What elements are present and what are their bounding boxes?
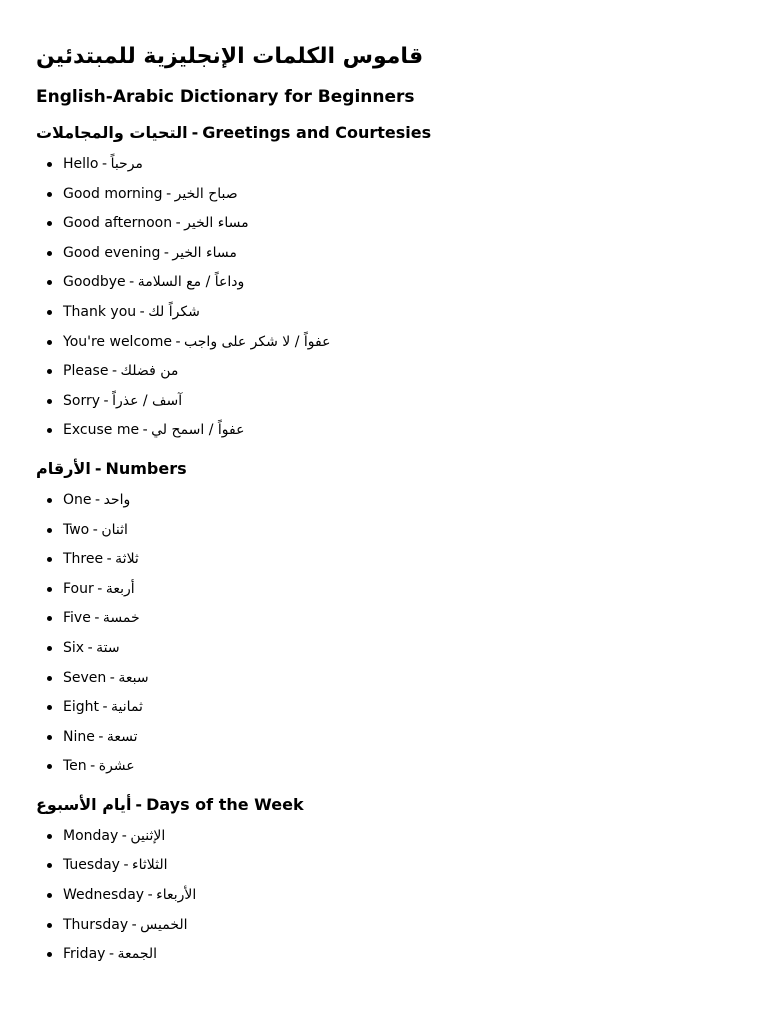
bullet-icon [47, 735, 52, 740]
list-item [63, 822, 732, 852]
word-separator: - [111, 363, 117, 380]
page-title-english: English-Arabic Dictionary for Beginners [36, 87, 415, 107]
page-title-arabic: قاموس الكلمات الإنجليزية للمبتدئين [36, 44, 424, 69]
list-item [63, 180, 732, 210]
word-separator: - [109, 669, 115, 686]
list-item [63, 575, 732, 605]
english-word: Sorry [63, 392, 101, 409]
word-separator: - [166, 185, 172, 202]
bullet-icon [47, 340, 52, 345]
word-separator: - [90, 758, 96, 775]
arabic-translation: الأربعاء [156, 887, 197, 904]
section-heading-arabic: التحيات والمجاملات [36, 123, 188, 142]
bullet-icon [47, 646, 52, 651]
arabic-translation: صباح الخير [174, 185, 238, 202]
list-item [63, 486, 732, 516]
word-separator: - [102, 699, 108, 716]
list-item [63, 634, 732, 664]
bullet-icon [47, 498, 52, 503]
list-item [63, 516, 732, 546]
word-separator: - [103, 392, 109, 409]
word-separator: - [147, 887, 153, 904]
word-separator: - [106, 551, 112, 568]
arabic-translation: ثمانية [111, 699, 143, 716]
bullet-icon [47, 162, 52, 167]
word-separator: - [129, 274, 135, 291]
word-separator: - [121, 827, 127, 844]
bullet-icon [47, 369, 52, 374]
word-separator: - [102, 156, 108, 172]
list-item [63, 940, 732, 970]
list-item [63, 604, 732, 634]
word-list [36, 150, 732, 446]
english-word: Excuse me [63, 422, 140, 439]
english-word: Six [63, 639, 85, 656]
section-heading-arabic: أيام الأسبوع [36, 794, 132, 814]
list-item [63, 545, 732, 575]
bullet-icon [47, 251, 52, 256]
heading-separator: - [191, 123, 199, 142]
english-word: Eight [63, 699, 99, 716]
arabic-translation: عشرة [98, 758, 135, 775]
word-separator: - [98, 728, 104, 745]
english-word: Good afternoon [63, 215, 173, 232]
list-item [63, 357, 732, 387]
english-word: Seven [63, 669, 107, 686]
section-heading [36, 120, 732, 146]
english-word: Ten [63, 758, 87, 775]
list-item [63, 693, 732, 723]
bullet-icon [47, 863, 52, 868]
bullet-icon [47, 952, 52, 957]
english-word: Wednesday [63, 887, 145, 904]
bullet-icon [47, 221, 52, 226]
section-heading [36, 456, 732, 482]
arabic-translation: الثلاثاء [132, 857, 168, 874]
english-word: Five [63, 610, 91, 627]
english-word: Thank you [63, 303, 137, 320]
bullet-icon [47, 557, 52, 562]
arabic-translation: آسف / عذراً [112, 392, 183, 409]
bullet-icon [47, 310, 52, 315]
word-separator: - [108, 946, 114, 963]
section-heading-english: Numbers [105, 458, 187, 478]
english-word: Tuesday [63, 857, 120, 874]
bullet-icon [47, 528, 52, 533]
bullet-icon [47, 893, 52, 898]
list-item [63, 851, 732, 881]
english-word: Nine [63, 728, 95, 745]
arabic-translation: من فضلك [120, 363, 179, 380]
section-1 [36, 456, 732, 782]
sections-container [36, 120, 732, 970]
word-separator: - [97, 580, 103, 597]
bullet-icon [47, 428, 52, 433]
english-word: One [63, 491, 92, 508]
english-word: Monday [63, 827, 119, 844]
list-item [63, 150, 732, 180]
word-separator: - [175, 215, 181, 232]
list-item [63, 328, 732, 358]
list-item [63, 416, 732, 446]
word-list [36, 822, 732, 970]
english-word: You're welcome [63, 333, 172, 350]
arabic-translation: ستة [96, 639, 120, 656]
section-heading-english: Greetings and Courtesies [202, 123, 432, 142]
english-word: Two [63, 521, 90, 538]
arabic-translation: ثلاثة [115, 551, 139, 568]
word-separator: - [163, 244, 169, 261]
list-item [63, 723, 732, 753]
english-word: Good evening [63, 244, 161, 261]
list-item [63, 298, 732, 328]
arabic-translation: عفواً / لا شكر على واجب [184, 333, 331, 350]
arabic-translation: اثنان [101, 521, 128, 538]
list-item [63, 239, 732, 269]
arabic-translation: تسعة [106, 728, 138, 745]
section-heading-arabic: الأرقام [36, 458, 91, 478]
english-word: Good morning [63, 185, 163, 202]
arabic-translation: شكراً لك [148, 303, 200, 320]
list-item [63, 664, 732, 694]
word-list [36, 486, 732, 782]
word-separator: - [142, 422, 148, 439]
arabic-translation: سبعة [118, 669, 149, 686]
arabic-translation: الخميس [140, 916, 188, 933]
section-heading [36, 792, 732, 818]
section-2 [36, 792, 732, 970]
section-0 [36, 120, 732, 446]
arabic-translation: الجمعة [117, 946, 158, 963]
bullet-icon [47, 834, 52, 839]
list-item [63, 752, 732, 782]
arabic-translation: خمسة [102, 610, 140, 627]
bullet-icon [47, 764, 52, 769]
arabic-translation: أربعة [105, 580, 135, 597]
arabic-translation: الإثنين [130, 827, 166, 844]
word-separator: - [123, 857, 129, 874]
english-word: Goodbye [63, 274, 126, 291]
word-separator: - [131, 916, 137, 933]
bullet-icon [47, 399, 52, 404]
word-separator: - [94, 610, 100, 627]
section-heading-english: Days of the Week [146, 794, 304, 814]
arabic-translation: مساء الخير [172, 244, 237, 261]
word-separator: - [175, 333, 181, 350]
english-word: Three [63, 551, 104, 568]
word-separator: - [92, 521, 98, 538]
bullet-icon [47, 923, 52, 928]
heading-separator: - [135, 794, 143, 814]
arabic-translation: مساء الخير [184, 215, 249, 232]
list-item [63, 911, 732, 941]
arabic-translation: مرحباً [110, 156, 143, 172]
arabic-translation: عفواً / اسمح لي [151, 422, 245, 439]
list-item [63, 387, 732, 417]
word-separator: - [87, 639, 93, 656]
bullet-icon [47, 705, 52, 710]
bullet-icon [47, 587, 52, 592]
word-separator: - [139, 303, 145, 320]
bullet-icon [47, 676, 52, 681]
bullet-icon [47, 280, 52, 285]
arabic-translation: واحد [103, 491, 131, 508]
word-separator: - [95, 491, 101, 508]
arabic-translation: وداعاً / مع السلامة [137, 274, 245, 291]
english-word: Four [63, 580, 94, 597]
bullet-icon [47, 616, 52, 621]
list-item [63, 268, 732, 298]
bullet-icon [47, 192, 52, 197]
heading-separator: - [94, 458, 102, 478]
english-word: Friday [63, 946, 106, 963]
english-word: Please [63, 363, 109, 380]
english-word: Hello [63, 156, 99, 172]
list-item [63, 209, 732, 239]
english-word: Thursday [63, 916, 129, 933]
list-item [63, 881, 732, 911]
